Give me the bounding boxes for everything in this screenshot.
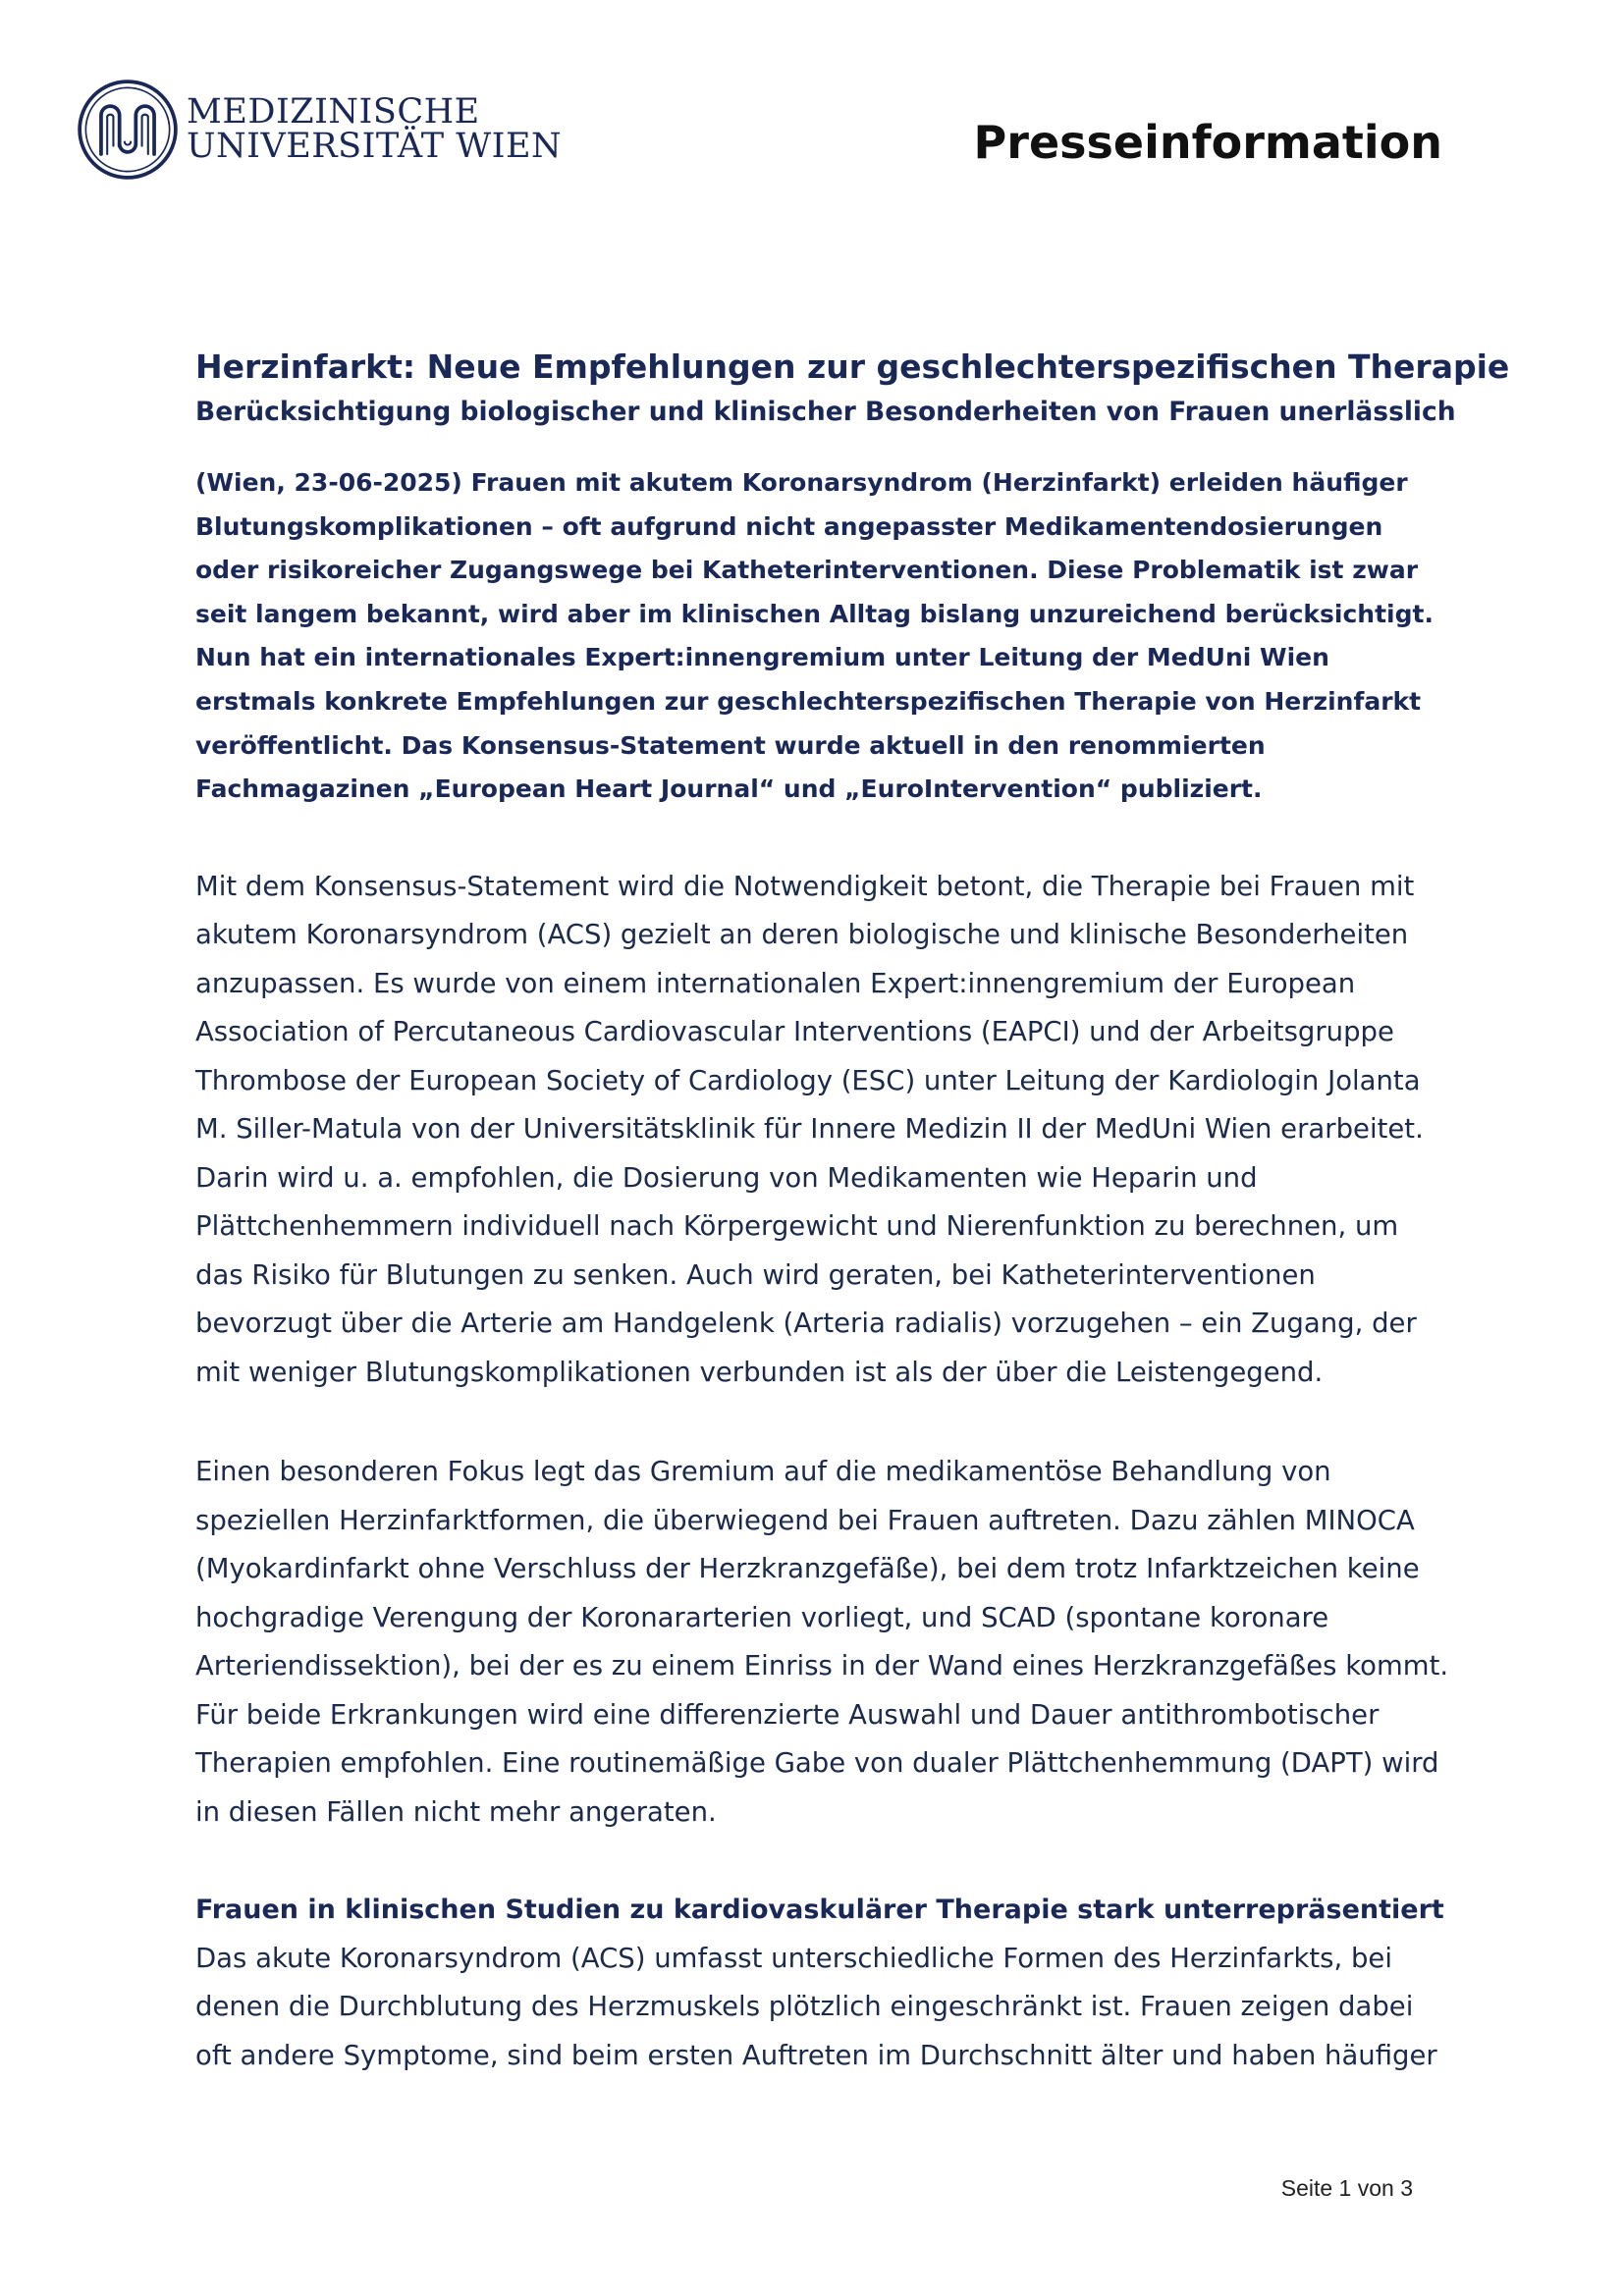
logo-line-1: MEDIZINISCHE <box>187 92 480 132</box>
lead-paragraph: (Wien, 23-06-2025) Frauen mit akutem Koronarsyndrom (Herzinfarkt) erleiden häufiger Blutungskomplikationen – oft aufgrund nicht angepasster Medikamentendosierungen oder risikoreicher Zugangswege bei Katheterinterventionen. Diese Problematik ist zwar seit langem bekannt, wird aber im klinischen Alltag bislang unzureichend berücksichtigt. Nun hat ein internationales Expert:innengremium unter Leitung der MedUni Wien erstmals konkrete Empfehlungen zur geschlechterspezifischen Therapie von Herzinfarkt veröffentlicht. Das Konsensus-Statement wurde aktuell in den renommierten Fachmagazinen „European Heart Journal“ und „EuroIntervention“ publiziert. <box>195 468 1434 804</box>
article-title: Herzinfarkt: Neue Empfehlungen zur geschlechterspezifischen Therapie <box>195 347 1510 386</box>
body-paragraph-3: Das akute Koronarsyndrom (ACS) umfasst unterschiedliche Formen des Herzinfarkts, bei denen die Durchblutung des Herzmuskels plötzlich eingeschränkt ist. Frauen zeigen dabei oft andere Symptome, sind beim ersten Auftreten im Durchschnitt älter und haben häufiger <box>195 1942 1437 2071</box>
logo-line-2: UNIVERSITÄT WIEN <box>187 127 563 166</box>
article-subtitle: Berücksichtigung biologischer und klinischer Besonderheiten von Frauen unerlässlich <box>195 397 1456 427</box>
page-number: Seite 1 von 3 <box>1280 2175 1413 2201</box>
body-paragraph-1: Mit dem Konsensus-Statement wird die Notwendigkeit betont, die Therapie bei Frauen mit akutem Koronarsyndrom (ACS) gezielt an deren biologische und klinische Besonderheiten anzupassen. Es wurde von einem internationalen Expert:innengremium der European Association of Percutaneous Cardiovascular Interventions (EAPCI) und der Arbeitsgruppe Thrombose der European Society of Cardiology (ESC) unter Leitung der Kardiologin Jolanta M. Siller-Matula von der Universitätsklinik für Innere Medizin II der MedUni Wien erarbeitet. Darin wird u. a. empfohlen, die Dosierung von Medikamenten wie Heparin und Plättchenhemmern individuell nach Körpergewicht und Nierenfunktion zu berechnen, um das Risiko für Blutungen zu senken. Auch wird geraten, bei Katheterinterventionen bevorzugt über die Arterie am Handgelenk (Arteria radialis) vorzugehen – ein Zugang, der mit weniger Blutungskomplikationen verbunden ist als der über die Leistengegend. <box>195 870 1424 1388</box>
meduni-wien-logo-icon <box>77 79 179 181</box>
logo-wordmark <box>187 92 563 166</box>
body-paragraph-2: Einen besonderen Fokus legt das Gremium auf die medikamentöse Behandlung von speziellen Herzinfarktformen, die überwiegend bei Frauen auftreten. Dazu zählen MINOCA (Myokardinfarkt ohne Verschluss der Herzkranzgefäße), bei dem trotz Infarktzeichen keine hochgradige Verengung der Koronararterien vorliegt, und SCAD (spontane koronare Arteriendissektion), bei der es zu einem Einriss in der Wand eines Herzkranzgefäßes kommt. Für beide Erkrankungen wird eine differenzierte Auswahl und Dauer antithrombotischer Therapien empfohlen. Eine routinemäßige Gabe von dualer Plättchenhemmung (DAPT) wird in diesen Fällen nicht mehr angeraten. <box>195 1456 1449 1828</box>
article <box>195 344 1510 2080</box>
section-heading: Frauen in klinischen Studien zu kardiovaskulärer Therapie stark unterrepräsentiert <box>195 1895 1444 1926</box>
document-label: Presseinformation <box>973 116 1442 169</box>
logo <box>77 79 562 181</box>
